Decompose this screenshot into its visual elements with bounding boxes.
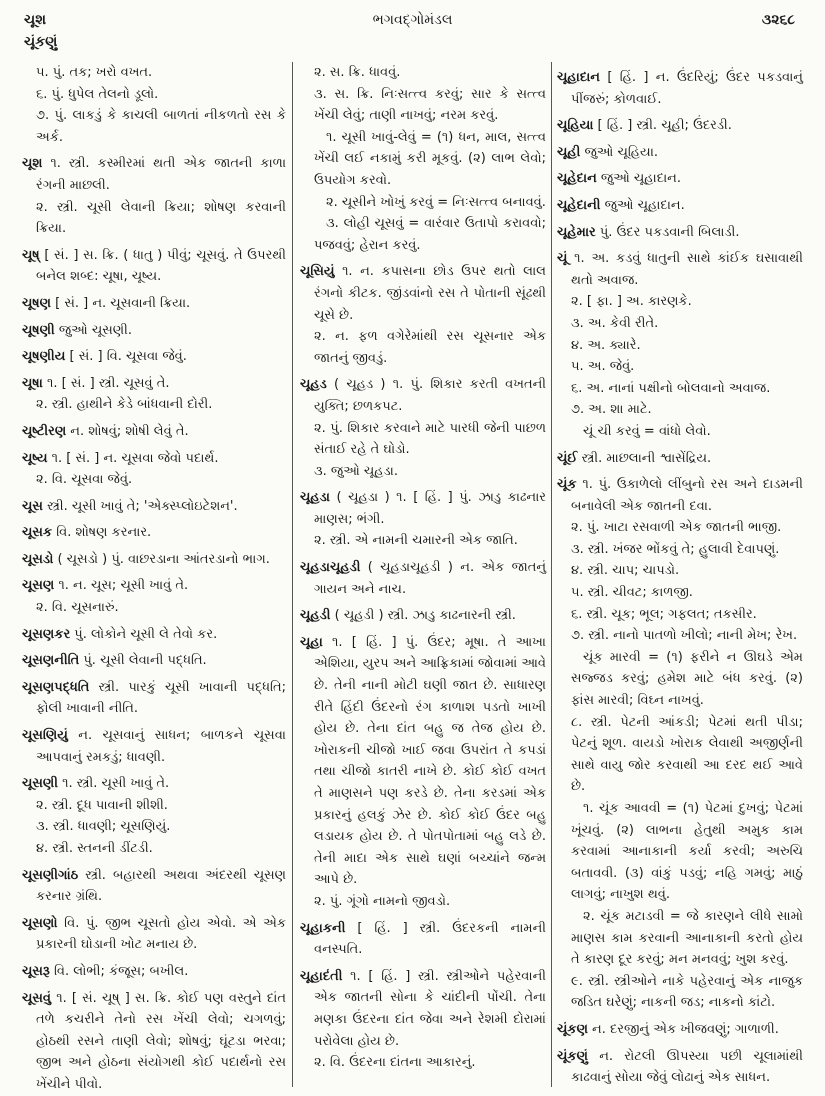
headword: ચૂસ xyxy=(22,498,43,514)
headword: ચૂસણી xyxy=(22,776,58,792)
definition-text: ( ચૂહડ ) ૧. પું. શિકાર કરતી વખતની યુક્તિ; છળકપટ. xyxy=(314,377,546,414)
definition-text: ( ચૂહડી ) સ્ત્રી. ઝાડુ કાઢનારની સ્ત્રી. xyxy=(330,608,516,624)
definition-text: ૧. અ. કડવું ધાતુની સાથે કાંઈક ઘસાવાથી થતો અવાજ. xyxy=(567,251,803,288)
headword: ચૂસણ xyxy=(22,578,55,594)
definition-text: ૨. ચૂસીને ખોખું કરવું = નિઃસત્ત્વ બનાવવું. xyxy=(326,194,546,210)
entry-sense xyxy=(22,816,286,838)
definition-text: સ્ત્રી. માછલાની શ્વાસેંદ્રિય. xyxy=(577,450,712,466)
definition-text: વિ. પું. જીભ ચૂસતો હોય એવો. એ એક પ્રકારની ઘોડાની ખોટ મનાય છે. xyxy=(36,915,286,953)
column-1 xyxy=(22,62,286,1096)
dictionary-entry xyxy=(22,773,286,795)
definition-text: ૫. અ. જેવું. xyxy=(571,359,635,375)
definition-text: ૨. પું. ખાટા રસવાળી એક જાતની ભાજી. xyxy=(571,520,782,536)
headword: ચૂષણ xyxy=(22,295,52,311)
definition-text: ૨. વિ. ચૂસનારું. xyxy=(36,600,119,616)
definition-text: ચૂંક મારવી = (૧) ફરીને ન ઊઘડે એમ સજ્જડ કરવું; હમેશ માટે બંધ કરવું. (૨) ફાંસ મારવી; વિઘ્ન નાખવું. xyxy=(571,649,803,709)
headword: ચૂહા xyxy=(300,634,323,650)
entry-sense xyxy=(557,625,803,647)
entry-sense xyxy=(557,971,803,1014)
definition-text: ૨. પું. શિકાર કરવાને માટે પારધી જેની પાછળ સંતાઈ રહે તે ઘોડો. xyxy=(314,420,546,458)
entry-sense xyxy=(22,62,286,84)
dictionary-entry xyxy=(22,549,286,571)
headword: ચૂંકણ xyxy=(557,1021,588,1037)
definition-text: ૩. સ્ત્રી. ખંજર ભોંકવું તે; હુલાવી દેવાપણું. xyxy=(571,541,780,557)
definition-text: ( ચૂહડા ) ૧. [ હિં. ] પું. ઝાડુ કાઢનાર માણસ; ભંગી. xyxy=(314,490,546,527)
dictionary-entry xyxy=(557,168,803,190)
headword: ચૂસણપદ્ધતિ xyxy=(22,679,90,695)
dictionary-entry xyxy=(300,918,546,961)
definition-text: પું. ચૂસી લેવાની પદ્ધતિ. xyxy=(79,653,207,669)
entry-sense xyxy=(557,712,803,798)
dictionary-entry xyxy=(22,913,286,956)
definition-text: ૨. વિ. ઉંદરના દાંતના આકારનું. xyxy=(314,1055,476,1071)
definition-text: ૧. [ હિં. ] પું. ઉંદર; મૂષા. તે આખા એશિયા, યુરપ અને આફ્રિકામાં જોવામાં આવે છે. તેની નાની મોટી ઘણી જાત છે. સાધારણ રીતે હિંદી ઉંદરનો રંગ કાળાશ પડતો ખાખી હોય છે. તેના દાંત બહુ જ તેજ હોય છે. ખોરાકની ચીજો ખાઈ જવા ઉપરાંત તે કપડાં તથા ચીજો કાતરી નાખે છે. કોઈ કોઈ વખત તે માણસને પણ કરડે છે. તેના કરડમાં એક પ્રકારનું હલકું ઝેર છે. કોઈ કોઈ ઉંદર બહુ લડાયક હોય છે. તે પોતપોતામાં બહુ લડે છે. તેની માદા એક સાથે ઘણાં બચ્ચાંને જન્મ આપે છે. xyxy=(314,634,546,888)
headword: ચૂહડા xyxy=(300,490,330,506)
headword: ચૂસણો xyxy=(22,915,58,931)
entry-idiom xyxy=(300,127,546,192)
definition-text: ૨. ચૂંક મટાડવી = જે કારણને લીધે સામો માણસ કામ કરવાની આનાકાની કરતો હોય તે કારણ દૂર કરવું; મન મનવવું; ખુશ કરવું. xyxy=(571,908,803,968)
definition-text: ૩. સ. ક્રિ. નિઃસત્ત્વ કરવું; સાર કે સત્ત્વ ખેંચી લેવું; તાણી નાખવું; નરમ કરવું. xyxy=(314,86,546,124)
definition-text: ૬. પું. ધુપેલ તેલનો ડૂલો. xyxy=(36,86,159,102)
definition-text: ૧. ચૂંક આવવી = (૧) પેટમાં દુખવું; પેટમાં ખૂંચવું. (૨) લાભના હેતુથી અમુક કામ કરવામાં આનાકાની કર્યા કરવી; અરુચિ બતાવવી. (૩) વાંકું પડવું; નહિ ગમવું; માઠું લાગવું; નાખુશ થવું. xyxy=(571,801,803,903)
headword: ચૂહાદંતી xyxy=(300,968,343,984)
entry-sense xyxy=(300,461,546,483)
definition-text: પું. લોકોને ચૂસી લે તેવો કર. xyxy=(70,626,218,642)
entry-idiom xyxy=(557,421,803,443)
dictionary-entry xyxy=(557,474,803,517)
definition-text: ૩. લોહી ચૂસવું = વારંવાર ઉતાપો કરાવવો; પજવવું; હેરાન કરવું. xyxy=(314,216,546,253)
definition-text: ૨. સ્ત્રી. દૂધ પાવાની શીશી. xyxy=(36,797,168,813)
definition-text: ૧. [ સં. ] ન. ચૂસવા જેવો પદાર્થ. xyxy=(47,450,219,466)
entry-sense xyxy=(557,378,803,400)
entry-idiom xyxy=(557,647,803,712)
entry-sense xyxy=(557,604,803,626)
entry-sense xyxy=(557,335,803,357)
dictionary-entry xyxy=(22,373,286,395)
definition-text: ૮. સ્ત્રી. પેટની આંકડી; પેટમાં થતી પીડા; પેટનું શૂળ. વાયડો ખોરાક લેવાથી અજીર્ણની સાથે વાયુ જોર કરવાથી આ દરદ થઈ આવે છે. xyxy=(571,714,803,795)
headword: ચૂષ્ટીરણ xyxy=(22,423,67,439)
headword: ચૂહડ xyxy=(300,377,327,393)
definition-text: ૭. સ્ત્રી. નાનો પાતળો ખીલો; નાની મેખ; રેખ. xyxy=(571,628,798,644)
dictionary-entry xyxy=(557,142,803,164)
definition-text: ૭. પું. લાકડું કે કાચલી બાળતાં નીકળતો રસ કે અર્ક. xyxy=(36,108,286,145)
dictionary-entry xyxy=(300,374,546,417)
entry-idiom xyxy=(300,192,546,214)
definition-text: ૪. અ. ક્યારે. xyxy=(571,337,641,353)
definition-text: ન. ચૂસવાનું સાધન; બાળકને ચૂસવા આપવાનું રમકડું; ધાવણી. xyxy=(36,728,286,765)
guide-word-first: ચૂશ xyxy=(24,12,46,28)
definition-text: ૫. પું. તક; ખરો વખત. xyxy=(36,65,153,80)
dictionary-entry xyxy=(22,988,286,1096)
headword: ચૂસરૂ xyxy=(22,963,50,979)
headword: ચૂસણકર xyxy=(22,626,71,642)
entry-sense xyxy=(557,356,803,378)
headword: ચૂસણનીતિ xyxy=(22,653,80,669)
definition-text: ચૂં ચી કરવું = વાંધો લેવો. xyxy=(583,423,711,439)
definition-text: ૧. પું. ઉકાળેલો લીંબુનો રસ અને દાડમની બનાવેલી એક જાતની દવા. xyxy=(571,477,803,514)
headword: ચૂહેદાન xyxy=(557,171,597,187)
dictionary-entry xyxy=(22,496,286,518)
guide-word-last: ચૂંકણું xyxy=(24,34,58,50)
definition-text: ન. શોષવું; શોષી લેવું તે. xyxy=(66,423,189,439)
entry-sense xyxy=(300,326,546,369)
definition-text: ( ચૂસડો ) પું. વાછરડાના આંતરડાનો ભાગ. xyxy=(53,551,270,567)
entry-idiom xyxy=(557,798,803,906)
column-3 xyxy=(557,62,803,1089)
definition-text: જુઓ ચૂહાદાન. xyxy=(596,171,681,187)
dictionary-entry xyxy=(22,961,286,983)
headword: ચૂષણી xyxy=(22,322,55,338)
definition-text: [ હિં. ] સ્ત્રી. ચૂહી; ઉંદરડી. xyxy=(593,118,732,134)
dictionary-entry xyxy=(557,1046,803,1089)
dictionary-entry xyxy=(22,448,286,470)
dictionary-entry xyxy=(300,632,546,891)
dictionary-entry xyxy=(557,115,803,137)
definition-text: ૨. [ ફા. ] અ. કારણકે. xyxy=(571,294,692,310)
dictionary-entry xyxy=(22,293,286,315)
definition-text: ૧. ન. ચૂસ; ચૂસી ખાવું તે. xyxy=(54,578,189,594)
entry-sense xyxy=(22,105,286,148)
definition-text: ૩. જુઓ ચૂહડા. xyxy=(314,463,398,479)
dictionary-entry xyxy=(300,557,546,600)
headword: ચૂહિયા xyxy=(557,118,594,134)
dictionary-entry xyxy=(557,67,803,110)
headword: ચૂંક xyxy=(557,477,577,493)
entry-sense xyxy=(22,838,286,860)
entry-sense xyxy=(22,597,286,619)
dictionary-entry xyxy=(300,966,546,1052)
definition-text: ૧. ચૂસી ખાવું-લેવું = (૧) ધન, માલ, સત્ત્વ ખેંચી લઈ નકામું કરી મૂકવું. (૨) લાભ લેવો; ઉપયોગ કરવો. xyxy=(314,129,546,188)
page-title: ભગવદ્ગોમંડલ xyxy=(372,12,453,28)
dictionary-entry xyxy=(557,1019,803,1041)
definition-text: [ હિં. ] સ્ત્રી. ઉંદરકની નામની વનસ્પતિ. xyxy=(314,920,546,958)
definition-text: સ્ત્રી. ચૂસી ખાવું તે; 'એક્સ્પ્લોઇટેશન'. xyxy=(42,498,238,514)
entry-sense xyxy=(22,84,286,106)
definition-text: ૨. પું. ગૂંગો નામનો જીવડો. xyxy=(314,893,451,909)
entry-sense xyxy=(557,582,803,604)
headword: ચૂષ્ xyxy=(22,247,40,263)
definition-text: ૧. [ હિં. ] સ્ત્રી. સ્ત્રીઓને પહેરવાની એક જાતની સોના કે ચાંદીની પોંચી. તેના મણકા ઉંદરના દાંત જેવા અને રેશમી દોરામાં પરોવેલા હોય છે. xyxy=(314,968,546,1049)
column-2 xyxy=(300,62,546,1074)
definition-text: જુઓ ચૂહિયા. xyxy=(580,144,659,160)
dictionary-entry xyxy=(300,487,546,530)
headword: ચૂસવું xyxy=(22,990,52,1006)
dictionary-entry xyxy=(22,650,286,672)
entry-sense xyxy=(557,313,803,335)
entry-idiom xyxy=(300,213,546,256)
dictionary-entry xyxy=(22,153,286,196)
definition-text: ૪. સ્ત્રી. સ્તનની ડીંટડી. xyxy=(36,841,153,856)
entry-sense xyxy=(557,560,803,582)
headword: ચૂહેમાર xyxy=(557,224,596,240)
column-divider xyxy=(292,62,293,1087)
headword: ચૂશ xyxy=(22,156,43,172)
headword: ચૂહાદાન xyxy=(557,70,600,85)
definition-text: [ સં. ] સ. ક્રિ. ( ધાતુ ) પીવું; ચૂસવું. તે ઉપરથી બનેલ શબ્દ: ચૂષા, ચૂષ્ય. xyxy=(36,247,286,285)
entry-sense xyxy=(557,399,803,421)
entry-sense xyxy=(300,418,546,461)
definition-text: [ હિં. ] ન. ઉંદરિયું; ઉંદર પકડવાનું પીંજરું; કોળવાઈ. xyxy=(571,70,803,107)
dictionary-entry xyxy=(22,421,286,443)
dictionary-entry xyxy=(300,605,546,627)
entry-sense xyxy=(557,517,803,539)
headword: ચૂસણીગાંઠ xyxy=(22,867,79,883)
dictionary-entry xyxy=(22,320,286,342)
dictionary-entry xyxy=(22,725,286,768)
headword: ચૂહડાચૂહડી xyxy=(300,560,361,576)
entry-sense xyxy=(300,84,546,127)
headword: ચૂહડી xyxy=(300,608,331,624)
definition-text: પું. ઉંદર પકડવાની બિલાડી. xyxy=(595,224,740,240)
headword: ચૂસિયું xyxy=(300,264,335,280)
definition-text: વિ. શોષણ કરનાર. xyxy=(52,525,152,541)
dictionary-entry xyxy=(22,624,286,646)
definition-text: ૭. અ. શા માટે. xyxy=(571,402,652,418)
headword: ચૂહી xyxy=(557,144,581,160)
dictionary-entry xyxy=(22,346,286,368)
dictionary-entry xyxy=(300,261,546,326)
headword: ચૂસણિયું xyxy=(22,728,68,744)
definition-text: ૨. સ્ત્રી. ચૂસી લેવાની ક્રિયા; શોષણ કરવાની ક્રિયા. xyxy=(36,199,286,237)
headword: ચૂં xyxy=(557,251,568,267)
dictionary-entry xyxy=(22,575,286,597)
dictionary-entry xyxy=(22,245,286,288)
definition-text: ૬. અ. નાનાં પક્ષીનો બોલવાનો અવાજ. xyxy=(571,380,771,396)
entry-sense xyxy=(22,394,286,416)
entry-idiom xyxy=(557,906,803,971)
dictionary-entry xyxy=(22,522,286,544)
definition-text: ૩. સ્ત્રી. ધાવણી; ચૂસણિયું. xyxy=(36,819,171,835)
definition-text: ૧. [ સં. ] સ્ત્રી. ચૂસવું તે. xyxy=(42,375,170,391)
definition-text: ૫. સ્ત્રી. ચીવટ; કાળજી. xyxy=(571,585,693,601)
entry-sense xyxy=(300,62,546,84)
dictionary-entry xyxy=(22,865,286,908)
entry-sense xyxy=(22,197,286,240)
definition-text: ૨. સ. ક્રિ. ધાવવું. xyxy=(314,65,401,80)
headword: ચૂષણીય xyxy=(22,349,66,365)
definition-text: સ્ત્રી. પારકું ચૂસી ખાવાની પદ્ધતિ; ફોલી ખાવાની નીતિ. xyxy=(36,679,286,717)
entry-sense xyxy=(300,530,546,552)
headword: ચૂસડો xyxy=(22,551,54,567)
definition-text: ૪. સ્ત્રી. ચાપ; ચાપડો. xyxy=(571,563,680,579)
definition-text: સ્ત્રી. બહારથી અથવા અંદરથી ચૂસણ કરનાર ગ્રંથિ. xyxy=(36,867,286,905)
headword: ચૂસક xyxy=(22,525,53,541)
column-divider xyxy=(551,62,552,1087)
headword: ચૂષ્ય xyxy=(22,450,48,466)
headword: ચૂષા xyxy=(22,375,43,391)
dictionary-entry xyxy=(557,248,803,291)
definition-text: ૧. [ સં. ચૂષ્ ] સ. ક્રિ. કોઈ પણ વસ્તુને દાંત તળે કચરીને તેનો રસ ખેંચી લેવો; ચગળવું; હોઠથી રસને તાણી લેવો; શોષવું; ઘૂંટડા ભરવા; જીભ અને હોઠના સંયોગથી કોઈ પદાર્થનો રસ ખેંચીને પીવો. xyxy=(36,990,286,1092)
page-number: ૩૨૬૮ xyxy=(761,12,795,28)
definition-text: જુઓ ચૂહાદાન. xyxy=(600,197,685,213)
definition-text: ૨. વિ. ચૂસવા જેવું. xyxy=(36,472,133,488)
definition-text: ન. રોટલી ઊપસ્યા પછી ચૂલામાંથી કાઢવાનું સોયા જેવું લોઢાનું એક સાધન. xyxy=(571,1048,803,1086)
headword: ચૂહાકની xyxy=(300,920,346,936)
entry-sense xyxy=(22,795,286,817)
dictionary-entry xyxy=(557,195,803,217)
definition-text: ૧. ન. કપાસના છોડ ઉપર થતો લાલ રંગનો કીટક. જીંડવાંનો રસ તે પોતાની સૂંઢથી ચૂસે છે. xyxy=(314,264,546,323)
definition-text: ૧. સ્ત્રી. કસ્મીરમાં થતી એક જાતની કાળા રંગની માછલી. xyxy=(36,156,286,193)
definition-text: ૨. ન. ફળ વગેરેમાંથી રસ ચૂસનાર એક જાતનું જીવડું. xyxy=(314,329,546,366)
dictionary-entry xyxy=(557,222,803,244)
definition-text: જુઓ ચૂસણી. xyxy=(54,322,132,338)
entry-sense xyxy=(22,469,286,491)
headword: ચૂંકણું xyxy=(557,1048,588,1064)
definition-text: ૧. સ્ત્રી. ચૂસી ખાવું તે. xyxy=(57,776,170,792)
definition-text: વિ. લોભી; કંજૂસ; બખીલ. xyxy=(49,963,189,979)
entry-sense xyxy=(300,891,546,913)
entry-sense xyxy=(557,291,803,313)
headword: ચૂંઈ xyxy=(557,450,578,466)
entry-sense xyxy=(300,1052,546,1074)
definition-text: [ સં. ] વિ. ચૂસવા જેવું. xyxy=(65,349,187,365)
definition-text: ( ચૂહડાચૂહડી ) ન. એક જાતનું ગાયન અને નાચ. xyxy=(314,560,546,597)
headword: ચૂહેદાની xyxy=(557,197,601,213)
definition-text: ૬. સ્ત્રી. ચૂક; ભૂલ; ગફલત; તકસીર. xyxy=(571,606,757,622)
definition-text: ૨. સ્ત્રી. એ નામની ચમારની એક જાતિ. xyxy=(314,533,518,549)
dictionary-entry xyxy=(22,677,286,720)
definition-text: ૨. સ્ત્રી. હાથીને કેડે બાંધવાની દોરી. xyxy=(36,397,213,413)
definition-text: [ સં. ] ન. ચૂસવાની ક્રિયા. xyxy=(51,295,191,311)
definition-text: ૩. અ. કેવી રીતે. xyxy=(571,315,659,331)
entry-sense xyxy=(557,539,803,561)
definition-text: ૯. સ્ત્રી. સ્ત્રીઓને નાકે પહેરવાનું એક નાજુક જડિત ઘરેણું; નાકની જડ; નાકનો કાંટો. xyxy=(571,973,803,1011)
dictionary-entry xyxy=(557,448,803,470)
definition-text: ન. દરજીનું એક ખીજવણું; ગાળાળી. xyxy=(587,1021,779,1037)
